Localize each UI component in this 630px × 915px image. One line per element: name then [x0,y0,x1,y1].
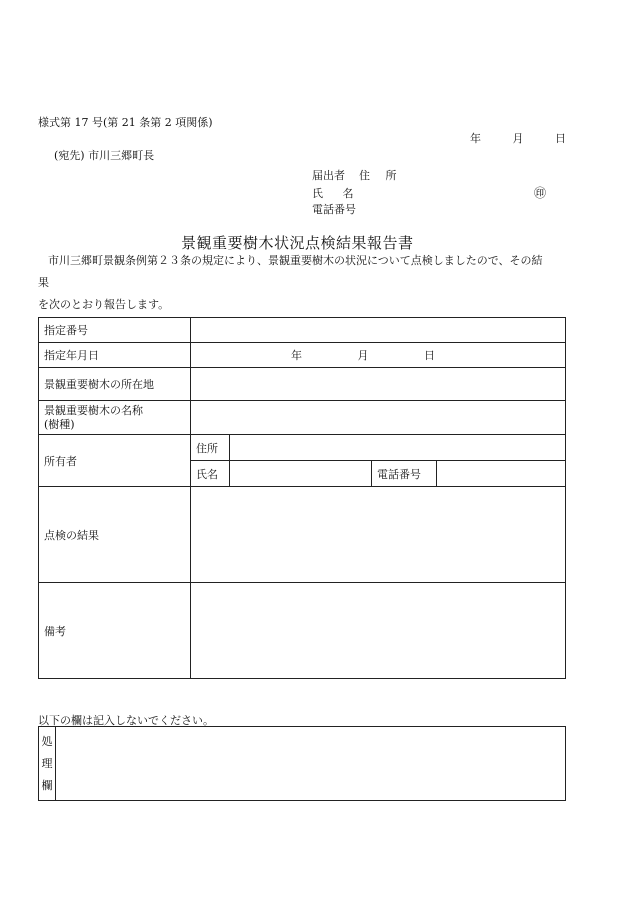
location-field[interactable] [191,368,566,401]
designation-number-label: 指定番号 [39,318,191,343]
designation-date-field[interactable] [191,343,566,368]
date-line [470,130,566,146]
document-title: 景観重要樹木状況点検結果報告書 [181,234,414,252]
designation-date-year: 年 [291,349,302,362]
inspection-result-label: 点検の結果 [39,487,191,583]
intro-line-1: 市川三郷町景観条例第２３条の規定により、景観重要樹木の状況について点検しましたので、その結 [48,254,543,267]
seal-mark: ㊞ [534,186,547,200]
processing-char-3: 欄 [41,778,53,792]
footer-note: 以下の欄は記入しないでください。 [38,714,214,727]
processing-char-2: 理 [41,756,53,770]
owner-phone-label: 電話番号 [372,461,437,487]
designation-number-field[interactable] [191,318,566,343]
location-label: 景観重要樹木の所在地 [39,368,191,401]
processing-label [39,727,56,801]
tree-name-label-line1: 景観重要樹木の名称 [44,403,143,417]
owner-name-label: 氏名 [191,461,230,487]
remarks-field[interactable] [191,583,566,679]
remarks-label: 備考 [39,583,191,679]
processing-table [38,726,566,801]
processing-field[interactable] [56,727,566,801]
intro-line-3: を次のとおり報告します。 [38,298,170,311]
owner-name-field[interactable] [230,461,372,487]
processing-char-1: 処 [41,734,53,748]
tree-name-label [39,401,191,435]
date-year: 年 [470,132,481,145]
tree-name-field[interactable] [191,401,566,435]
owner-address-field[interactable] [230,435,566,461]
date-day: 日 [555,132,566,145]
addressee: (宛先) 市川三郷町長 [54,149,155,162]
owner-address-label: 住所 [191,435,230,461]
designation-date-month: 月 [357,349,369,362]
intro-line-2: 果 [38,276,49,289]
applicant-address-label: 住 所 [359,169,403,182]
date-month: 月 [512,132,524,145]
owner-label: 所有者 [39,435,191,487]
designation-date-day: 日 [424,349,435,362]
tree-name-label-line2: (樹種) [44,417,75,431]
owner-phone-field[interactable] [437,461,566,487]
form-number: 様式第 17 号(第 21 条第 2 項関係) [38,116,213,129]
applicant-name-label: 氏 名 [312,187,362,200]
applicant-label: 届出者 [312,169,345,182]
applicant-phone-label: 電話番号 [312,203,356,216]
designation-date-label: 指定年月日 [39,343,191,368]
report-table [38,317,566,679]
inspection-result-field[interactable] [191,487,566,583]
